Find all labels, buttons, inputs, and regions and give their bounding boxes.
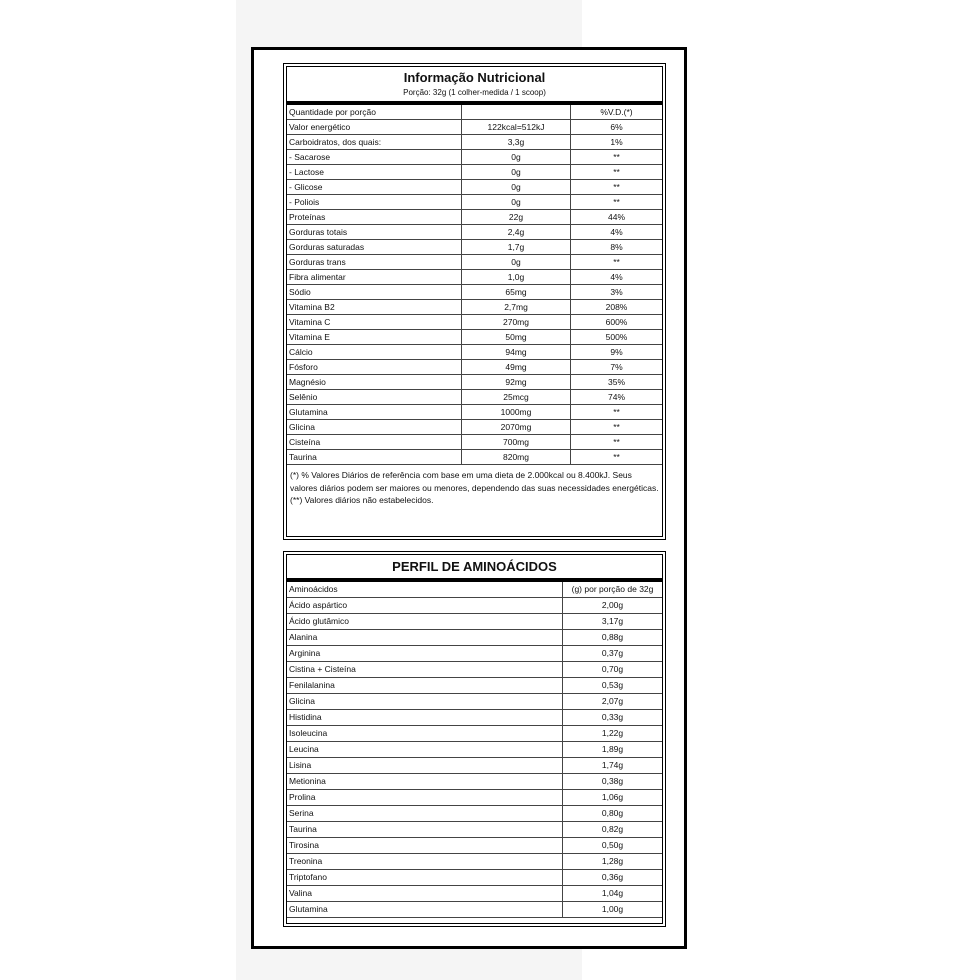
nutrient-amount: 22g xyxy=(462,210,571,225)
amino-row xyxy=(287,646,662,662)
amino-amount: 2,07g xyxy=(563,694,663,710)
nutrient-daily-value: ** xyxy=(571,405,663,420)
nutrient-daily-value: 1% xyxy=(571,135,663,150)
header-quantity: Quantidade por porção xyxy=(287,105,462,120)
nutrition-row xyxy=(287,375,662,390)
nutrition-row xyxy=(287,330,662,345)
header-blank xyxy=(462,105,571,120)
nutrient-amount: 1,7g xyxy=(462,240,571,255)
amino-amount: 0,37g xyxy=(563,646,663,662)
amino-row xyxy=(287,902,662,918)
amino-name: Histidina xyxy=(287,710,563,726)
header-amino-acids: Aminoácidos xyxy=(287,582,563,598)
amino-name: Treonina xyxy=(287,854,563,870)
amino-amount: 0,53g xyxy=(563,678,663,694)
nutrient-daily-value: ** xyxy=(571,255,663,270)
amino-name: Glutamina xyxy=(287,902,563,918)
amino-row xyxy=(287,694,662,710)
nutrient-amount: 49mg xyxy=(462,360,571,375)
nutrient-amount: 0g xyxy=(462,150,571,165)
amino-row xyxy=(287,630,662,646)
amino-name: Fenilalanina xyxy=(287,678,563,694)
amino-row xyxy=(287,838,662,854)
amino-row xyxy=(287,854,662,870)
nutrient-amount: 1,0g xyxy=(462,270,571,285)
amino-amount: 1,04g xyxy=(563,886,663,902)
nutrient-daily-value: 7% xyxy=(571,360,663,375)
nutrient-daily-value: ** xyxy=(571,180,663,195)
amino-name: Tirosina xyxy=(287,838,563,854)
nutrition-row xyxy=(287,405,662,420)
nutrition-row xyxy=(287,300,662,315)
nutrient-name: Carboidratos, dos quais: xyxy=(287,135,462,150)
nutrient-name: Glutamina xyxy=(287,405,462,420)
amino-amount: 0,33g xyxy=(563,710,663,726)
nutrient-amount: 25mcg xyxy=(462,390,571,405)
nutrient-daily-value: 6% xyxy=(571,120,663,135)
nutrition-row xyxy=(287,390,662,405)
amino-amount: 0,38g xyxy=(563,774,663,790)
nutrition-row xyxy=(287,255,662,270)
amino-row xyxy=(287,710,662,726)
nutrient-daily-value: 44% xyxy=(571,210,663,225)
amino-row xyxy=(287,774,662,790)
nutrient-amount: 270mg xyxy=(462,315,571,330)
amino-row xyxy=(287,790,662,806)
nutrition-row xyxy=(287,225,662,240)
amino-table xyxy=(287,582,662,918)
nutrient-daily-value: 9% xyxy=(571,345,663,360)
nutrition-row xyxy=(287,210,662,225)
nutrient-name: Gorduras saturadas xyxy=(287,240,462,255)
amino-row xyxy=(287,822,662,838)
nutrition-row xyxy=(287,120,662,135)
label-frame xyxy=(251,47,687,949)
nutrient-name: Fósforo xyxy=(287,360,462,375)
nutrient-name: - Poliois xyxy=(287,195,462,210)
nutrient-amount: 700mg xyxy=(462,435,571,450)
amino-row xyxy=(287,726,662,742)
nutrient-name: Gorduras trans xyxy=(287,255,462,270)
header-daily-value: %V.D.(*) xyxy=(571,105,663,120)
amino-amount: 0,80g xyxy=(563,806,663,822)
nutrition-row xyxy=(287,195,662,210)
nutrition-row xyxy=(287,270,662,285)
nutrition-row xyxy=(287,345,662,360)
amino-name: Prolina xyxy=(287,790,563,806)
amino-title: PERFIL DE AMINOÁCIDOS xyxy=(287,555,662,582)
nutrient-amount: 0g xyxy=(462,195,571,210)
nutrient-name: Taurina xyxy=(287,450,462,465)
nutrition-row xyxy=(287,360,662,375)
nutrient-daily-value: 74% xyxy=(571,390,663,405)
amino-row xyxy=(287,742,662,758)
amino-row xyxy=(287,806,662,822)
amino-name: Metionina xyxy=(287,774,563,790)
nutrient-daily-value: 600% xyxy=(571,315,663,330)
nutrient-name: Cálcio xyxy=(287,345,462,360)
nutrition-row xyxy=(287,135,662,150)
nutrient-amount: 2,7mg xyxy=(462,300,571,315)
amino-amount: 3,17g xyxy=(563,614,663,630)
nutrient-daily-value: ** xyxy=(571,165,663,180)
nutrition-row xyxy=(287,180,662,195)
amino-amount: 2,00g xyxy=(563,598,663,614)
amino-acid-panel xyxy=(283,551,666,927)
amino-row xyxy=(287,662,662,678)
amino-name: Ácido glutâmico xyxy=(287,614,563,630)
nutrient-daily-value: ** xyxy=(571,450,663,465)
nutrient-name: Vitamina B2 xyxy=(287,300,462,315)
amino-name: Leucina xyxy=(287,742,563,758)
amino-amount: 0,70g xyxy=(563,662,663,678)
nutrient-name: - Lactose xyxy=(287,165,462,180)
nutrition-title: Informação Nutricional xyxy=(403,70,546,85)
nutrition-facts-panel xyxy=(283,63,666,540)
nutrient-name: - Glicose xyxy=(287,180,462,195)
nutrition-row xyxy=(287,435,662,450)
amino-name: Triptofano xyxy=(287,870,563,886)
amino-name: Taurina xyxy=(287,822,563,838)
nutrient-name: Cisteína xyxy=(287,435,462,450)
amino-row xyxy=(287,886,662,902)
amino-name: Glicina xyxy=(287,694,563,710)
nutrient-name: Fibra alimentar xyxy=(287,270,462,285)
nutrient-amount: 2070mg xyxy=(462,420,571,435)
nutrition-row xyxy=(287,240,662,255)
nutrient-name: Selênio xyxy=(287,390,462,405)
nutrient-daily-value: ** xyxy=(571,420,663,435)
amino-row xyxy=(287,758,662,774)
amino-name: Serina xyxy=(287,806,563,822)
header-grams-per-serving: (g) por porção de 32g xyxy=(563,582,663,598)
amino-amount: 1,28g xyxy=(563,854,663,870)
nutrient-name: Gorduras totais xyxy=(287,225,462,240)
nutrition-table xyxy=(287,105,662,465)
nutrient-amount: 94mg xyxy=(462,345,571,360)
nutrient-daily-value: 4% xyxy=(571,225,663,240)
amino-amount: 1,06g xyxy=(563,790,663,806)
nutrient-name: Magnésio xyxy=(287,375,462,390)
nutrient-daily-value: 4% xyxy=(571,270,663,285)
amino-amount: 1,22g xyxy=(563,726,663,742)
nutrient-daily-value: ** xyxy=(571,150,663,165)
nutrition-row xyxy=(287,165,662,180)
nutrient-name: Sódio xyxy=(287,285,462,300)
amino-name: Alanina xyxy=(287,630,563,646)
nutrition-row xyxy=(287,315,662,330)
serving-size: Porção: 32g (1 colher-medida / 1 scoop) xyxy=(403,88,546,97)
nutrient-amount: 1000mg xyxy=(462,405,571,420)
nutrition-row xyxy=(287,285,662,300)
amino-amount: 0,82g xyxy=(563,822,663,838)
amino-amount: 1,00g xyxy=(563,902,663,918)
amino-name: Ácido aspártico xyxy=(287,598,563,614)
nutrient-amount: 65mg xyxy=(462,285,571,300)
nutrient-daily-value: 35% xyxy=(571,375,663,390)
amino-name: Lisina xyxy=(287,758,563,774)
nutrient-name: Vitamina C xyxy=(287,315,462,330)
nutrient-amount: 0g xyxy=(462,180,571,195)
amino-amount: 0,36g xyxy=(563,870,663,886)
nutrient-daily-value: 8% xyxy=(571,240,663,255)
amino-row xyxy=(287,598,662,614)
nutrient-daily-value: 3% xyxy=(571,285,663,300)
amino-row xyxy=(287,870,662,886)
nutrient-name: Proteínas xyxy=(287,210,462,225)
amino-table-header-row xyxy=(287,582,662,598)
nutrient-name: Glicina xyxy=(287,420,462,435)
nutrition-row xyxy=(287,450,662,465)
nutrient-daily-value: ** xyxy=(571,195,663,210)
nutrient-amount: 0g xyxy=(462,165,571,180)
nutrient-amount: 122kcal=512kJ xyxy=(462,120,571,135)
nutrient-name: Valor energético xyxy=(287,120,462,135)
amino-name: Valina xyxy=(287,886,563,902)
amino-name: Arginina xyxy=(287,646,563,662)
nutrient-daily-value: 500% xyxy=(571,330,663,345)
amino-row xyxy=(287,678,662,694)
nutrient-name: - Sacarose xyxy=(287,150,462,165)
nutrition-table-header-row xyxy=(287,105,662,120)
amino-amount: 1,74g xyxy=(563,758,663,774)
nutrition-header xyxy=(287,67,662,105)
amino-name: Isoleucina xyxy=(287,726,563,742)
nutrient-daily-value: ** xyxy=(571,435,663,450)
amino-amount: 0,50g xyxy=(563,838,663,854)
amino-amount: 1,89g xyxy=(563,742,663,758)
nutrient-amount: 50mg xyxy=(462,330,571,345)
nutrient-amount: 0g xyxy=(462,255,571,270)
amino-name: Cistina + Cisteína xyxy=(287,662,563,678)
nutrient-amount: 92mg xyxy=(462,375,571,390)
nutrient-amount: 3,3g xyxy=(462,135,571,150)
nutrient-name: Vitamina E xyxy=(287,330,462,345)
nutrition-row xyxy=(287,150,662,165)
nutrient-amount: 2,4g xyxy=(462,225,571,240)
nutrition-row xyxy=(287,420,662,435)
nutrient-amount: 820mg xyxy=(462,450,571,465)
amino-row xyxy=(287,614,662,630)
nutrition-footnote: (*) % Valores Diários de referência com base em uma dieta de 2.000kcal ou 8.400kJ. Seus valores diários podem ser maiores ou menores, dependendo das suas necessidades energéticas. (**) Valores diários não estabelecidos. xyxy=(290,470,659,505)
amino-amount: 0,88g xyxy=(563,630,663,646)
nutrient-daily-value: 208% xyxy=(571,300,663,315)
